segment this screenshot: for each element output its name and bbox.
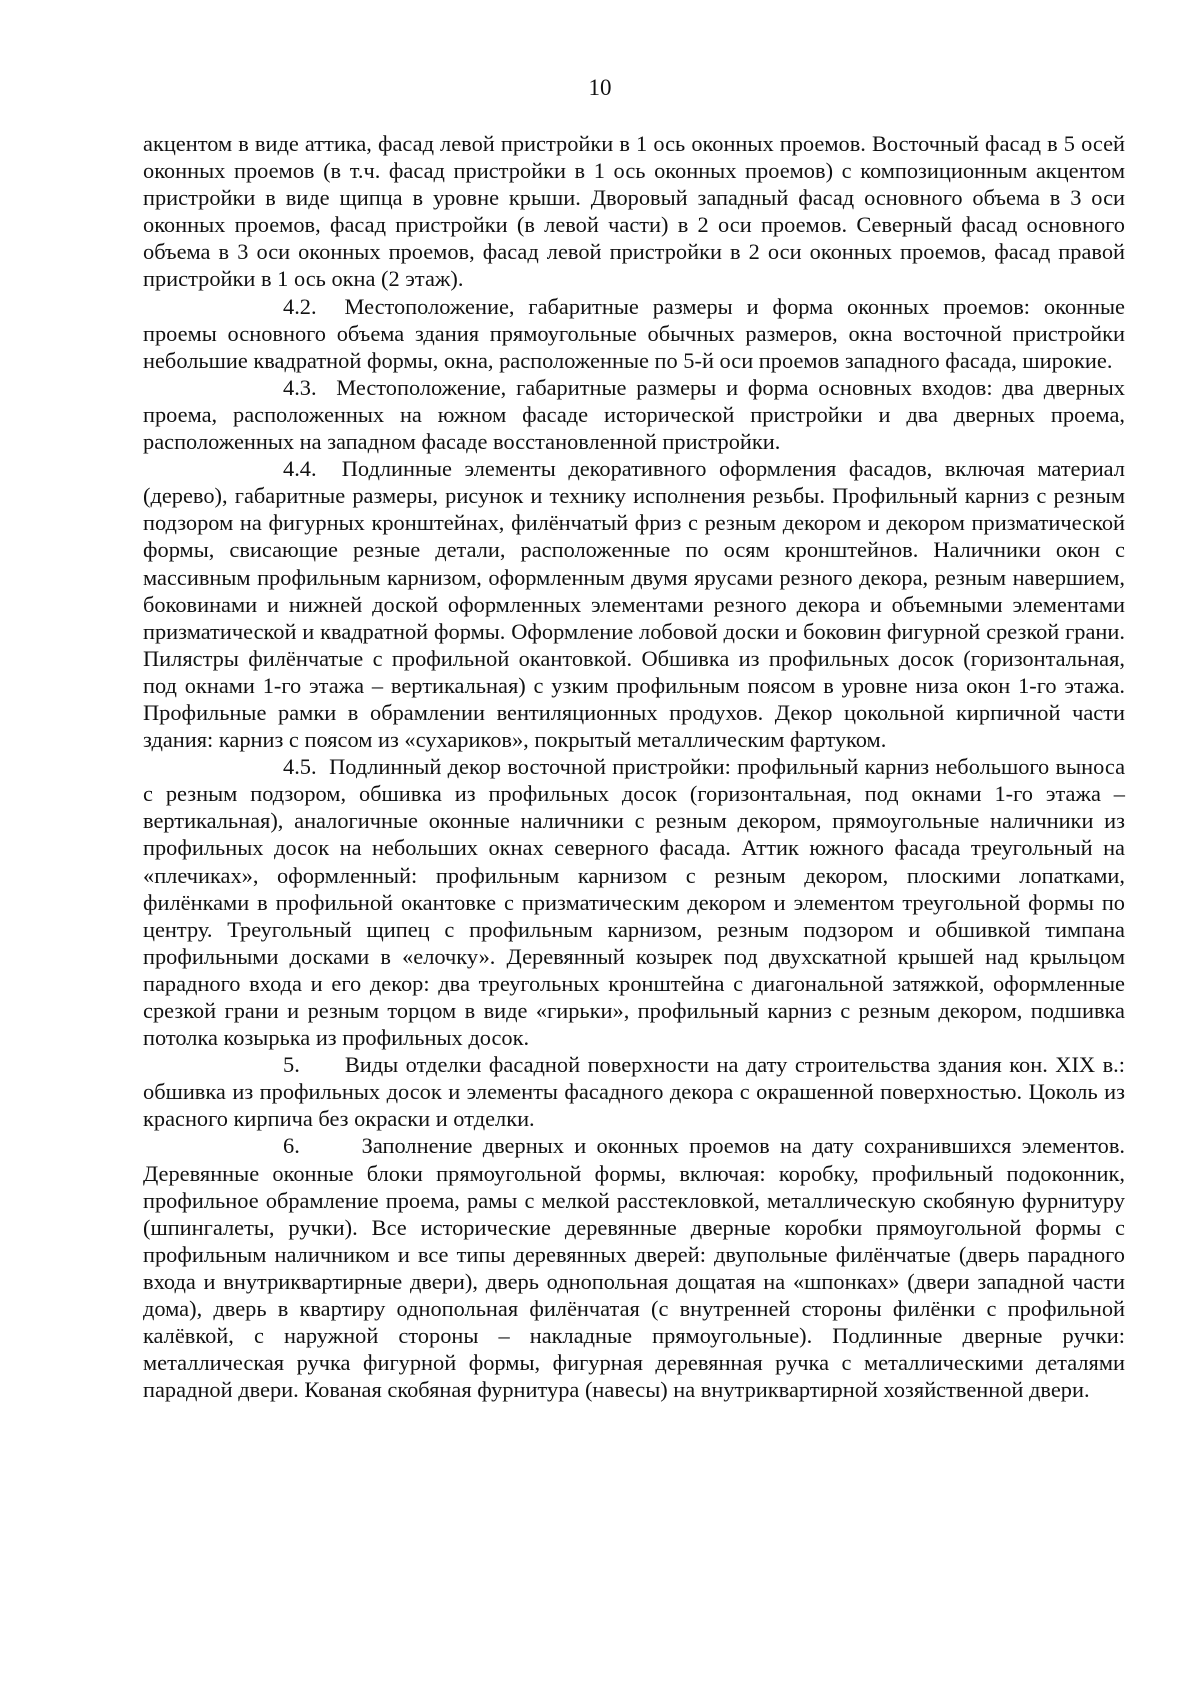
paragraph-text: Подлинный декор восточной пристройки: профильный карниз небольшого выноса с резным подзором, обшивка из профильных досок (горизонтальная, под окнами 1-го этажа – вертикальная), аналогичные оконные наличники с резным декором, прямоугольные наличники из профильных досок на небольших окнах северного фасада. Аттик южного фасада треугольный на «плечиках», оформленный: профильным карнизом с резным декором, плоскими лопатками, филёнками в профильной окантовке с призматическим декором и элементом треугольной формы по центру. Треугольный щипец с профильным карнизом, резным подзором и обшивкой тимпана профильными досками в «елочку». Деревянный козырек под двухскатной крышей над крыльцом парадного входа и его декор: два треугольных кронштейна с диагональной затяжкой, оформленные срезкой грани и резным торцом в виде «гирьки», профильный карниз с резным декором, подшивка потолка козырька из профильных досок. (143, 754, 1126, 1051)
paragraph-text: Местоположение, габаритные размеры и форма оконных проемов: оконные проемы основного объема здания прямоугольные обычных размеров, окна восточной пристройки небольшие квадратной формы, окна, расположенные по 5-й оси проемов западного фасада, широкие. (143, 293, 1125, 373)
paragraph-5 (143, 1051, 1125, 1132)
paragraph-4-2 (143, 293, 1125, 374)
paragraph-number: 4.3. (283, 374, 317, 400)
paragraph-number: 4.5. (283, 754, 317, 780)
paragraph-text: Виды отделки фасадной поверхности на дату строительства здания кон. XIX в.: обшивка из профильных досок и элементы фасадного декора с окрашенной поверхностью. Цоколь из красного кирпича без окраски и отделки. (143, 1052, 1125, 1132)
paragraph-4-4 (143, 455, 1125, 753)
paragraph-text: Заполнение дверных и оконных проемов на дату сохранившихся элементов. Деревянные оконные блоки прямоугольной формы, включая: коробку, профильный подоконник, профильное обрамление проема, рамы с мелкой расстекловкой, металлическую скобяную фурнитуру (шпингалеты, ручки). Все исторические деревянные дверные коробки прямоугольной формы с профильным наличником и все типы деревянных дверей: двупольные филёнчатые (дверь парадного входа и внутриквартирные двери), дверь однопольная дощатая на «шпонках» (двери западной части дома), дверь в квартиру однопольная филёнчатая (с внутренней стороны филёнки с профильной калёвкой, с наружной стороны – накладные прямоугольные). Подлинные дверные ручки: металлическая ручка фигурной формы, фигурная деревянная ручка с металлическими деталями парадной двери. Кованая скобяная фурнитура (навесы) на внутриквартирной хозяйственной двери. (143, 1133, 1125, 1403)
paragraph-number: 4.2. (283, 293, 317, 319)
paragraph-text: Местоположение, габаритные размеры и форма основных входов: два дверных проема, расположенных на южном фасаде исторической пристройки и два дверных проема, расположенных на западном фасаде восстановленной пристройки. (143, 374, 1125, 455)
paragraph-4-5 (143, 753, 1125, 1051)
page-number: 10 (588, 75, 612, 100)
paragraph-4-3 (143, 374, 1125, 455)
paragraph-text: Подлинные элементы декоративного оформления фасадов, включая материал (дерево), габаритные размеры, рисунок и технику исполнения резьбы. Профильный карниз с резным подзором на фигурных кронштейнах, филёнчатый фриз с резным декором и декором призматической формы, свисающие резные детали, расположенные по осям кронштейнов. Наличники окон с массивным профильным карнизом, оформленным двумя ярусами резного декора, резным навершием, боковинами и нижней доской оформленных элементами резного декора и объемными элементами призматической и квадратной формы. Оформление лобовой доски и боковин фигурной срезкой грани. Пилястры филёнчатые с профильной окантовкой. Обшивка из профильных досок (горизонтальная, под окнами 1-го этажа – вертикальная) с узким профильным поясом в уровне низа окон 1-го этажа. Профильные рамки в обрамлении вентиляционных продухов. Декор цокольной кирпичной части здания: карниз с поясом из «сухариков», покрытый металлическим фартуком. (143, 456, 1125, 753)
document-body (143, 130, 1125, 1403)
paragraph-text: акцентом в виде аттика, фасад левой пристройки в 1 ось оконных проемов. Восточный фасад в 5 осей оконных проемов (в т.ч. фасад пристройки в 1 ось оконных проемов) с композиционным акцентом пристройки в виде щипца в уровне крыши. Дворовый западный фасад основного объема в 3 оси оконных проемов, фасад пристройки (в левой части) в 2 оси проемов. Северный фасад основного объема в 3 оси оконных проемов, фасад левой пристройки в 2 оси оконных проемов, фасад правой пристройки в 1 ось окна (2 этаж). (143, 131, 1125, 292)
paragraph-intro (143, 130, 1125, 293)
paragraph-6 (143, 1132, 1125, 1403)
paragraph-number: 5. (283, 1052, 300, 1078)
paragraph-number: 4.4. (283, 456, 317, 482)
paragraph-number: 6. (283, 1133, 300, 1159)
